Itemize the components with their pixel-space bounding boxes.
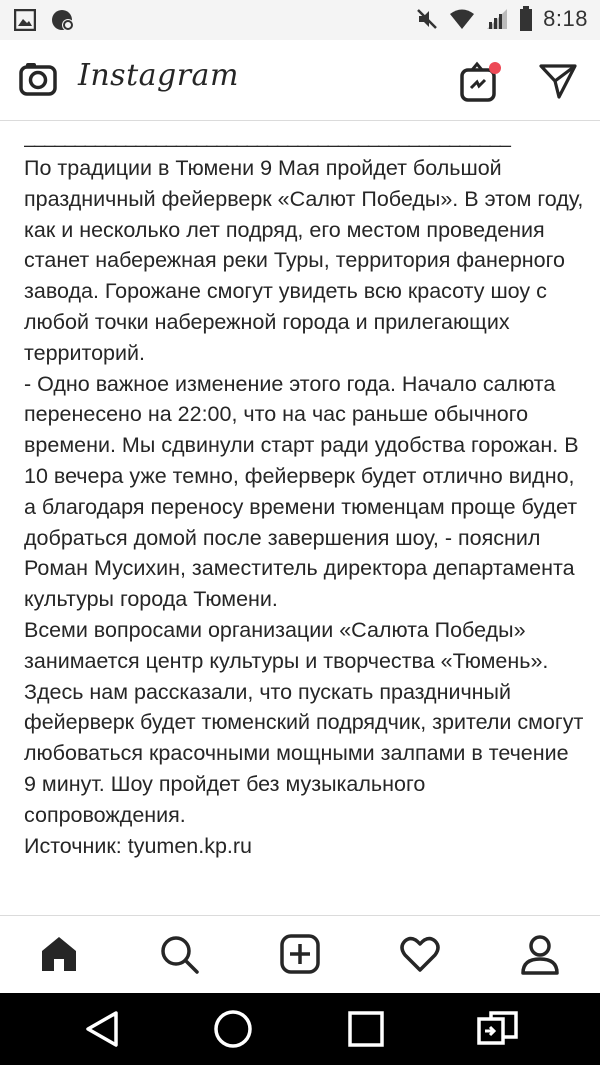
igtv-icon[interactable]	[458, 60, 504, 104]
status-bar	[0, 0, 600, 40]
mute-icon	[415, 7, 439, 31]
app-header	[0, 40, 600, 121]
caption-paragraph-3: Всеми вопросами организации «Салюта Победы» занимается центр культуры и творчества «Тюмень». Здесь нам рассказали, что пускать праздничный фейерверк будет тюменский подрядчик, зрители смогут любоваться красочными мощными залпами в течение 9 минут. Шоу пройдет без музыкального сопровождения.	[24, 617, 584, 827]
nav-activity[interactable]	[398, 932, 442, 976]
system-home-button[interactable]	[211, 1007, 255, 1051]
home-icon	[38, 933, 80, 975]
screen-switch-icon	[476, 1009, 520, 1049]
system-back-button[interactable]	[80, 1007, 124, 1051]
post-caption	[24, 122, 584, 915]
notification-icon	[50, 7, 76, 33]
home-circle-icon	[212, 1008, 254, 1050]
instagram-logo[interactable]: Instagram	[78, 58, 239, 93]
nav-home[interactable]	[37, 932, 81, 976]
image-icon	[14, 9, 36, 31]
wifi-icon	[449, 8, 475, 30]
nav-search[interactable]	[157, 932, 201, 976]
status-time: 8:18	[543, 6, 588, 31]
new-post-icon	[279, 933, 321, 975]
search-icon	[158, 933, 200, 975]
system-recents-button[interactable]	[344, 1007, 388, 1051]
caption-paragraph-1: По традиции в Тюмени 9 Мая пройдет большой праздничный фейерверк «Салют Победы». В этом году, как и несколько лет подряд, его местом проведения станет набережная реки Туры, территория фанерного завода. Горожане смогут увидеть всю красоту шоу с любой точки набережной города и прилегающих территорий.	[24, 156, 584, 365]
bottom-nav	[0, 915, 600, 994]
caption-source[interactable]: Источник: tyumen.kp.ru	[24, 833, 253, 858]
camera-icon[interactable]	[18, 61, 58, 97]
back-icon	[82, 1009, 122, 1049]
profile-icon	[519, 933, 561, 975]
activity-icon	[399, 933, 441, 975]
direct-message-icon[interactable]	[538, 62, 578, 100]
caption-divider: ________________________________________________	[24, 126, 510, 148]
system-nav-bar	[0, 993, 600, 1065]
recents-icon	[346, 1009, 386, 1049]
signal-icon	[485, 8, 509, 30]
igtv-badge	[489, 62, 501, 74]
nav-profile[interactable]	[518, 932, 562, 976]
battery-icon	[519, 6, 533, 32]
caption-paragraph-2: - Одно важное изменение этого года. Начало салюта перенесено на 22:00, что на час раньше обычного времени. Мы сдвинули старт ради удобства горожан. В 10 вечера уже темно, фейерверк будет отлично видно, а благодаря переносу времени тюменцам проще будет добраться домой после завершения шоу, - пояснил Роман Мусихин, заместитель директора департамента культуры города Тюмени.	[24, 371, 579, 612]
nav-new-post[interactable]	[278, 932, 322, 976]
system-switch-button[interactable]	[476, 1007, 520, 1051]
